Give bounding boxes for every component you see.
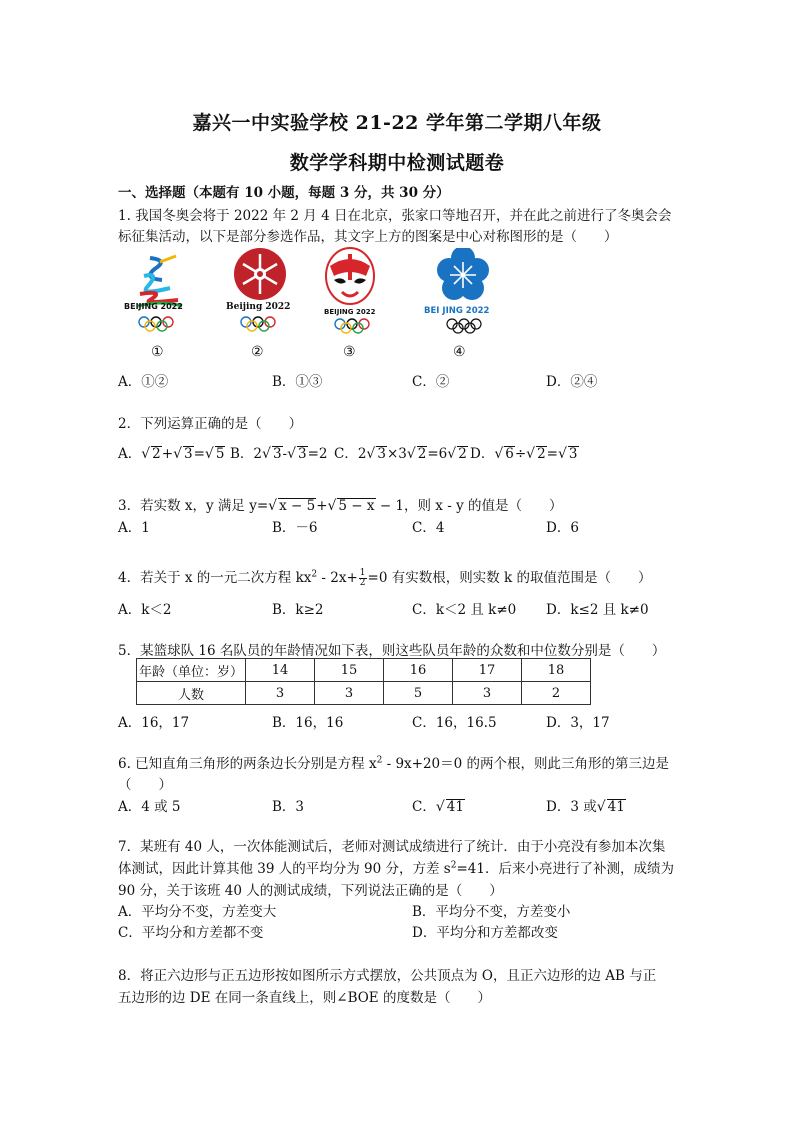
logo-label-3: ③ (343, 344, 356, 360)
q1-option-c: C．② (412, 374, 450, 390)
q2-option-b: B．2√ 3-√ 3=2 (230, 446, 328, 462)
q6-stem-line1: 6. 已知直角三角形的两条边长分别是方程 $x^2 - 9x+20=0$ 的两个根，则此三角形的第三边是 (118, 755, 670, 772)
q2-option-a: A．√ 2+√ 3=√ 5 (118, 446, 225, 462)
q7-option-b: B．平均分不变，方差变小 (412, 904, 571, 920)
logo-label-1: ① (151, 344, 164, 360)
q6-option-a: A．4 或 5 (118, 799, 181, 815)
q3-option-d: D．6 (546, 520, 579, 536)
q4-option-a: A．k＜2 (118, 602, 172, 618)
q1-stem-line1: 1. 我国冬奥会将于 2022 年 2 月 4 日在北京，张家口等地召开，并在此之前进行了冬奥会会 (118, 208, 672, 224)
q5-option-b: B．16，16 (272, 715, 344, 731)
q5-option-a: A．16，17 (118, 715, 190, 731)
q1-option-d: D．②④ (546, 374, 598, 390)
opera-mask-emblem-icon: BEIJING 2022 (320, 246, 384, 338)
q4-stem: 4．若关于 x 的一元二次方程 $kx^2 - 2x+$ $\frac{1}{2}$ =0 有实数根，则实数 k 的取值范围是（ ） (118, 568, 652, 588)
q6-option-d: D．3 或√ 41 (546, 799, 625, 815)
olympic-rings-icon (134, 316, 194, 332)
q2-option-c: C．2√ 3×3√ 2=6√ 2 (334, 446, 467, 462)
olympic-rings-icon (236, 316, 296, 332)
q7-stem-line3: 90 分，关于该班 40 人的测试成绩，下列说法正确的是（ ） (118, 883, 503, 899)
logo-label-2: ② (251, 344, 264, 360)
logo-label-4: ④ (453, 344, 466, 360)
q7-option-d: D．平均分和方差都改变 (412, 925, 558, 941)
q3-option-c: C．4 (412, 520, 445, 536)
olympic-rings-icon (442, 318, 502, 334)
q2-option-d: D．√ 6÷√ 2=√ 3 (470, 446, 578, 462)
q8-stem-line2: 五边形的边 DE 在同一条直线上，则∠BOE 的度数是（ ） (118, 990, 491, 1006)
snowflake-emblem-icon: Beijing 2022 (224, 248, 304, 338)
q1-option-b: B．①③ (272, 374, 323, 390)
q6-option-b: B．3 (272, 799, 305, 815)
q7-option-a: A．平均分不变，方差变大 (118, 904, 277, 920)
q3-option-a: A．1 (118, 520, 150, 536)
q5-stem: 5．某篮球队 16 名队员的年龄情况如下表，则这些队员年龄的众数和中位数分别是（ ） (118, 643, 666, 659)
q8-stem-line1: 8．将正六边形与正五边形按如图所示方式摆放，公共顶点为 O，且正六边形的边 AB 与正 (118, 968, 657, 984)
q4-option-b: B．k≥2 (272, 602, 324, 618)
q5-option-d: D．3，17 (546, 715, 610, 731)
q2-stem: 2．下列运算正确的是（ ） (118, 416, 303, 432)
section-heading: 一、选择题（本题有 10 小题，每题 3 分，共 30 分） (118, 185, 450, 201)
q7-stem-line2: 体测试，因此计算其他 39 人的平均分为 90 分，方差 $s^2=41$．后来小亮进行了补测，成绩为 (118, 860, 674, 877)
q5-option-c: C．16，16.5 (412, 715, 497, 731)
olympic-rings-icon (330, 318, 390, 334)
ribbon-emblem-icon: BEIJING 2022 (120, 250, 200, 340)
q1-option-a: A．①② (118, 374, 169, 390)
q3-stem: 3．若实数 x，y 满足 y=√ x − 5+√ 5 − x − 1，则 x - y 的值是（ ） (118, 498, 563, 514)
exam-title-subject: 数学学科期中检测试题卷 (289, 152, 505, 174)
q7-stem-line1: 7．某班有 40 人，一次体能测试后，老师对测试成绩进行了统计．由于小亮没有参加本次集 (118, 839, 666, 855)
q1-stem-line2: 标征集活动，以下是部分参选作品，其文字上方的图案是中心对称图形的是（ ） (118, 229, 618, 245)
table-row: 年龄（单位：岁） 14 15 16 17 18 (137, 659, 591, 682)
q3-option-b: B．－6 (272, 520, 318, 536)
q4-option-d: D．k≤2 且 k≠0 (546, 602, 649, 618)
age-table (136, 658, 591, 705)
table-row: 人数 3 3 5 3 2 (137, 682, 591, 705)
plum-blossom-emblem-icon: BEI JING 2022 (418, 248, 508, 338)
q7-option-c: C．平均分和方差都不变 (118, 925, 264, 941)
q6-stem-line2: （ ） (118, 777, 172, 793)
q6-option-c: C．√ 41 (412, 799, 464, 815)
exam-title-school: 嘉兴一中实验学校 21-22 学年第二学期八年级 (192, 112, 602, 134)
q4-option-c: C．k＜2 且 k≠0 (412, 602, 517, 618)
